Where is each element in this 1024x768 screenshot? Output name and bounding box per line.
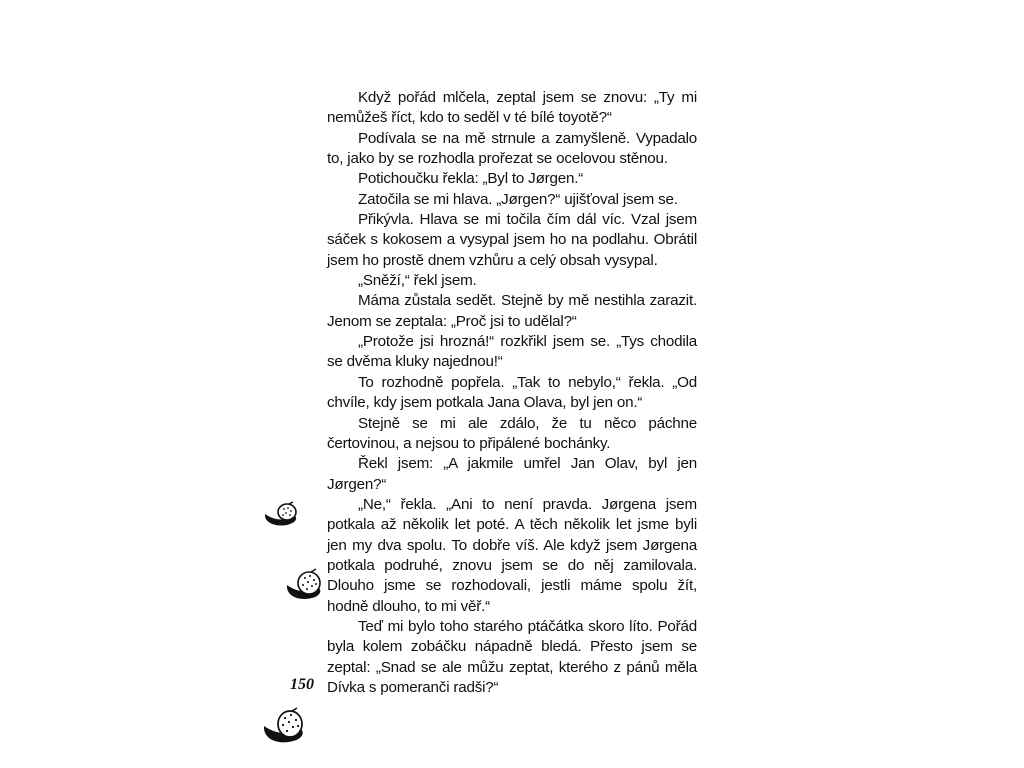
paragraph: „Sněží,“ řekl jsem.: [358, 272, 477, 290]
paragraph: Máma zůstala sedět. Stejně by mě nestihla zarazit. Jenom se zeptala: „Proč jsi to udělal?“: [327, 292, 697, 330]
paragraph: „Ne,“ řekla. „Ani to není pravda. Jørgena jsem potkala až několik let poté. A těch několik let jsme byli jen my dva spolu. To dobře víš. Ale když jsem Jørgena potkala podruhé, znovu jsem se do něj zamilovala. Dlouho jsme se rozhodovali, jestli máme spolu žít, hodně dlouho, to mi věř.“: [327, 495, 697, 615]
body-text: [327, 88, 697, 698]
paragraph: To rozhodně popřela. „Tak to nebylo,“ řekla. „Od chvíle, kdy jsem potkala Jana Olava, byl jen on.“: [327, 373, 697, 412]
paragraph: Když pořád mlčela, zeptal jsem se znovu: „Ty mi nemůžeš říct, kdo to seděl v té bílé toyotě?“: [327, 89, 697, 127]
orange-icon: [262, 706, 308, 746]
orange-icon: [262, 500, 302, 528]
paragraph: Řekl jsem: „A jakmile umřel Jan Olav, byl jen Jørgen?“: [327, 455, 697, 493]
paragraph: Přikývla. Hlava se mi točila čím dál víc. Vzal jsem sáček s kokosem a vysypal jsem ho na podlahu. Obrátil jsem ho prostě dnem vzhůru a celý obsah vysypal.: [327, 211, 697, 269]
paragraph: Zatočila se mi hlava. „Jørgen?“ ujišťoval jsem se.: [358, 190, 678, 208]
paragraph: Teď mi bylo toho starého ptáčátka skoro líto. Pořád byla kolem zobáčku nápadně bledá. Přesto jsem se zeptal: „Snad se ale můžu zeptat, kterého z pánů měla Dívka s pomeranči radši?“: [327, 617, 697, 696]
orange-icon: [285, 568, 325, 602]
page-number: 150: [290, 676, 314, 693]
paragraph: Stejně se mi ale zdálo, že tu něco páchne čertovinou, a nejsou to připálené bochánky.: [327, 414, 697, 452]
paragraph: „Protože jsi hrozná!“ rozkřikl jsem se. „Tys chodila se dvěma kluky najednou!“: [327, 333, 697, 371]
paragraph: Potichoučku řekla: „Byl to Jørgen.“: [358, 170, 584, 188]
paragraph: Podívala se na mě strnule a zamyšleně. Vypadalo to, jako by se rozhodla prořezat se ocelovou stěnou.: [327, 129, 697, 168]
